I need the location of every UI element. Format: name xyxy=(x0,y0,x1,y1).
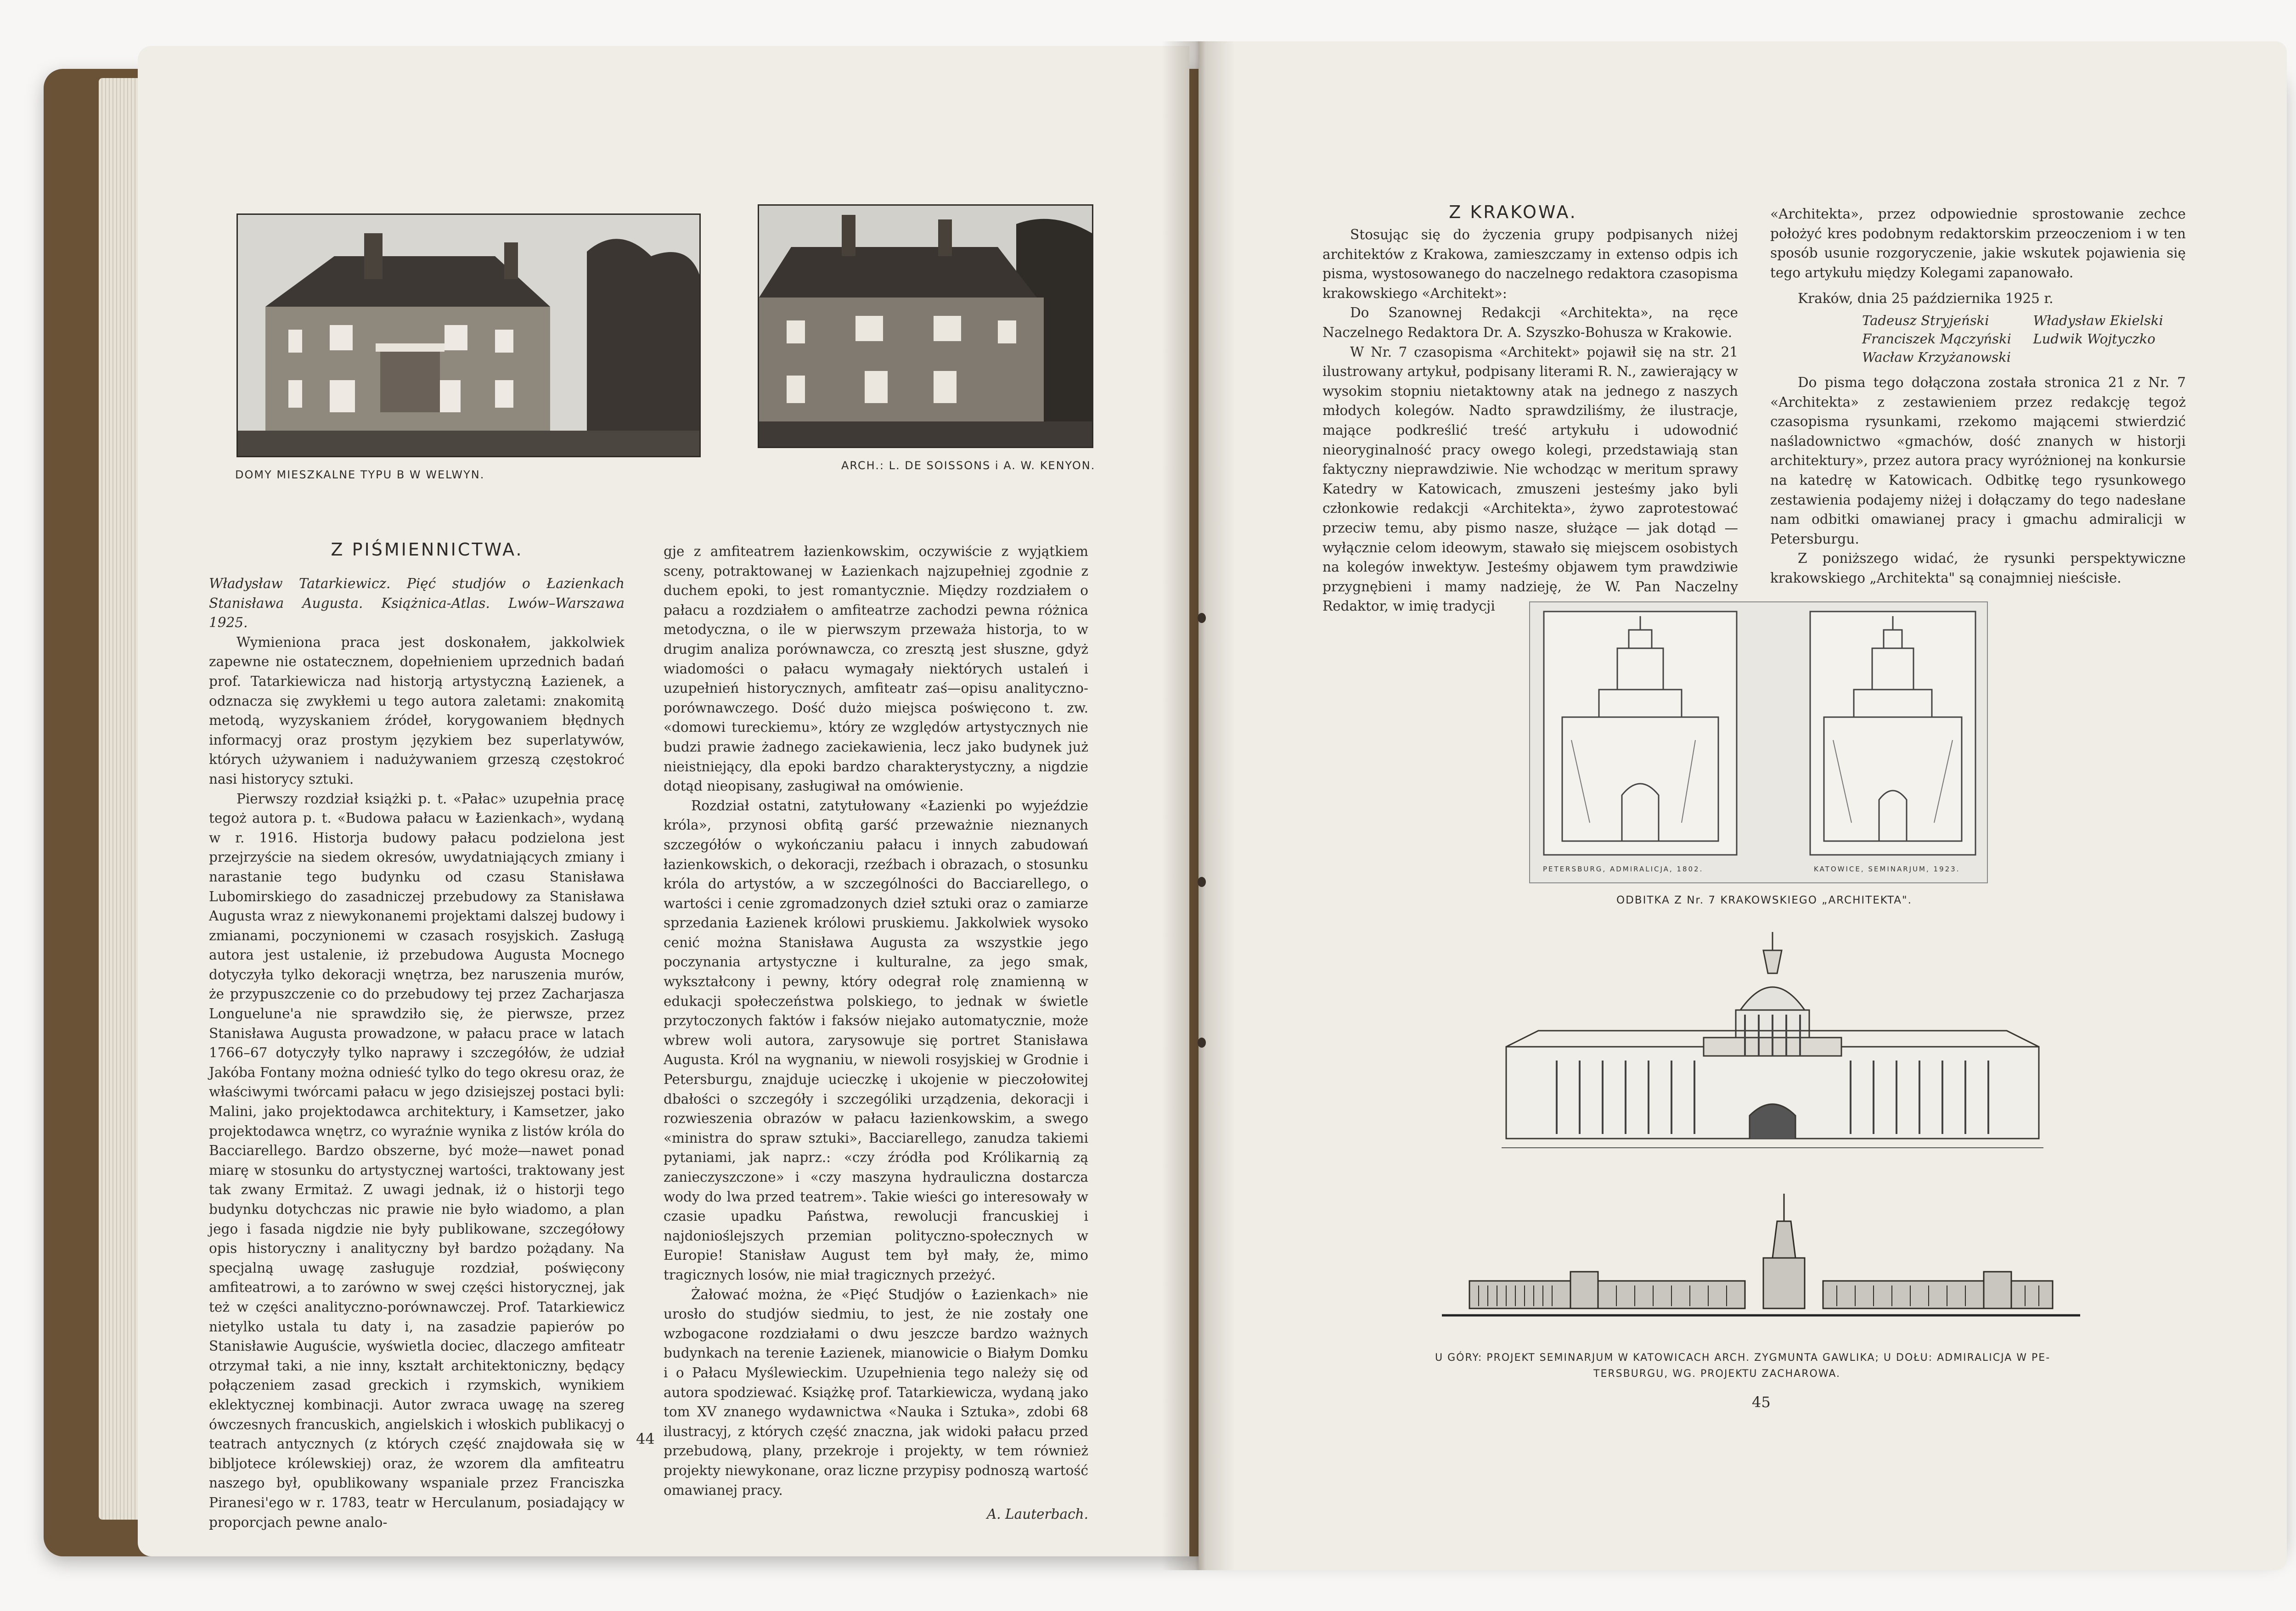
paragraph: Stosując się do życzenia grupy podpisanych niżej architektów z Krakowa, zamieszczamy in extenso odpis ich pisma, wystosowanego do naczelnego redaktora czasopisma krakowskiego «Architekt»: xyxy=(1322,227,1738,301)
photo-welwyn-house-1 xyxy=(236,213,701,457)
book-gutter xyxy=(1162,41,1235,1570)
signatory: Ludwik Wojtyczko xyxy=(2033,331,2155,347)
sketch-caption: ODBITKA Z Nr. 7 KRAKOWSKIEGO „ARCHITEKTA". xyxy=(1616,894,1912,906)
paragraph: Wymieniona praca jest doskonałem, jakkolwiek zapewne nie ostatecznem, dopełnieniem uprzednich badań prof. Tatarkiewicza nad historją artystyczną Łazienek, a odznacza się zwykłemi u tego autora zaletami: znakomitą metodą, wyzyskaniem źródeł, korygowaniem błędnych informacyj oraz prostym językiem bez superlatywów, których używaniem i nadużywaniem grzeszą częstokroć nasi historycy sztuki. xyxy=(209,634,625,787)
photo-caption-right: ARCH.: L. DE SOISSONS i A. W. KENYON. xyxy=(841,459,1096,472)
paragraph: Rozdział ostatni, zatytułowany «Łazienki po wyjeździe króla», przynosi obfitą garść przeważnie nieznanych szczegółów o wykończaniu pałacu i innych zabudowań łazienkowskich, o dekoracji, rzeźbach i obrazach, o stosunku króla do artystów, a w szczególności do Bacciarellego, o wartości i cenie zgromadzonych dzieł sztuki oraz o zamiarze sprzedania Łazienek królowi pruskiemu. Jakkolwiek wysoko cenić można Stanisława Augusta za wszystkie jego poczynania artystyczne i kulturalne, za jego smak, wykształcony i pewny, który odegrał rolę znamienną w edukacji społeczeństwa polskiego, to jednak w świetle przytoczonych faktów i faksów niejako automatycznie, może wbrew woli autora, zarysowuje się portret Stanisława Augusta. Król na wygnaniu, w niewoli rosyjskiej w Grodnie i Petersburgu, znajduje ucieczkę i ukojenie w pieczołowitej dbałości o szczegóły i szczególiki urządzenia, dekoracji i rozwieszenia obrazów w pałacu łazienkowskim, a swego «ministra do spraw sztuki», Bacciarellego, zanudza takiemi pytaniami, jak naprz.: «czy źródła pod Królikarnią zą zanieczyszczone» i «czy maszyna hydrauliczna dostarcza wody do lwa przed teatrem». Takie wieści go interesowały w czasie upadku Państwa, rewolucji francuskiej i najdonioślejszych przemian polityczno-społecznych w Europie! Stanisław August tem był mały, że, mimo tragicznych losów, nie miał tragicznych przeżyć. xyxy=(664,797,1088,1283)
right-column-2 xyxy=(1770,204,2186,588)
photo-caption-left: DOMY MIESZKALNE TYPU B W WELWYN. xyxy=(235,468,485,481)
signatory: Władysław Ekielski xyxy=(2033,312,2163,328)
sketch-label-right: KATOWICE, SEMINARJUM, 1923. xyxy=(1814,865,1960,873)
elevation-caption-line2: TERSBURGU, WG. PROJEKTU ZACHAROWA. xyxy=(1593,1368,1841,1380)
seminary-elevation-drawing xyxy=(1502,932,2043,1166)
paragraph: Z poniższego widać, że rysunki perspektywiczne krakowskiego „Architekta" są conajmniej nieścisłe. xyxy=(1770,550,2186,586)
book-citation: Władysław Tatarkiewicz. Pięć studjów o Łazienkach Stanisława Augusta. Książnica-Atlas. Lwów–Warszawa 1925. xyxy=(209,576,625,631)
section-title-left: Z PIŚMIENNICTWA. xyxy=(331,539,523,560)
elevation-caption-line1: U GÓRY: PROJEKT SEMINARJUM W KATOWICACH ARCH. ZYGMUNTA GAWLIKA; U DOŁU: ADMIRALICJA W PE- xyxy=(1435,1352,2051,1364)
right-column-1 xyxy=(1322,225,1738,616)
signature: A. Lauterbach. xyxy=(986,1506,1088,1522)
page-number-right: 45 xyxy=(1752,1393,1771,1411)
left-column-1 xyxy=(209,574,625,1532)
paragraph: Żałować można, że «Pięć Studjów o Łazienkach» nie urosło do studjów siedmiu, to jest, że nie zostały one wzbogacone rozdziałami o dwu jeszcze bardzo ważnych budynkach na terenie Łazienek, mianowicie o Białym Domku i o Pałacu Myślewieckim. Uzupełnienia tego należy się od autora spodziewać. Książkę prof. Tatarkiewicza, wydaną jako tom XV znanego wydawnictwa «Nauka i Sztuka», zdobi 68 ilustracyj, z których część znaczna, jak widoki pałacu przed przebudową, plany, przekroje i projekty, w tem również projekty niewykonane, oraz liczne przypisy podnoszą wartość omawianej pracy. xyxy=(664,1286,1088,1498)
paragraph: Do Szanownej Redakcji «Architekta», na ręce Naczelnego Redaktora Dr. A. Szyszko-Bohusza w Krakowie. xyxy=(1322,305,1738,340)
photo-welwyn-house-2 xyxy=(758,204,1093,448)
page-number-left: 44 xyxy=(636,1430,655,1448)
signatories xyxy=(1862,311,2186,366)
binding-hole xyxy=(1198,877,1206,887)
sketch-comparison xyxy=(1529,601,1988,883)
signatory: Tadeusz Stryjeński xyxy=(1862,312,1989,328)
signatory: Franciszek Mączyński xyxy=(1862,331,2011,347)
sketch-label-left: PETERSBURG, ADMIRALICJA, 1802. xyxy=(1543,865,1704,873)
paragraph: W Nr. 7 czasopisma «Architekt» pojawił się na str. 21 ilustrowany artykuł, podpisany literami R. N., zawierający w wysokim stopniu nietaktowny atak na jednego z naszych młodych kolegów. Nadto sprawdziliśmy, że ilustracje, mające podkreślić treść artykułu i udowodnić nieoryginalność pracy owego kolegi, przedstawiają stan faktyczny nieprawdziwie. Nie wchodząc w meritum sprawy Katedry w Katowicach, zmuszeni jesteśmy jako byli członkowie redakcji «Architekta», żywo zaprotestować przeciw temu, aby pismo nasze, służące — jak dotąd — wyłącznie celom ideowym, stawało się miejscem osobistych na kolegów inwektyw. Jesteśmy objawem tym prawdziwie przygnębieni i mamy nadzieję, że W. Pan Naczelny Redaktor, w imię tradycji xyxy=(1322,344,1738,614)
admiralty-panorama-drawing xyxy=(1442,1194,2080,1327)
binding-hole xyxy=(1198,613,1206,623)
section-title-right: Z KRAKOWA. xyxy=(1449,202,1577,222)
signatory: Wacław Krzyżanowski xyxy=(1862,349,2011,365)
paragraph: «Architekta», przez odpowiednie sprostowanie zechce położyć kres podobnym redaktorskim przeoczeniom i w ten sposób usunie rozgoryczenie, jakie wskutek pojawienia się tego artykułu między Kolegami zapanowało. xyxy=(1770,206,2186,281)
paragraph: Do pisma tego dołączona została stronica 21 z Nr. 7 «Architekta» z zestawieniem przez redakcję tegoż czasopisma rysunkami, rzekomo mającemi stwierdzić naśladownictwo «gmachów, dość znanych w historji architektury», przez autora pracy wyróżnionej na konkursie na katedrę w Katowicach. Odbitkę tego rysunkowego zestawienia podajemy niżej i dołączamy do tego nadesłane nam odbitki omawianej pracy i gmachu admiralicji w Petersburgu. xyxy=(1770,374,2186,547)
left-column-2 xyxy=(664,542,1088,1524)
paragraph: gje z amfiteatrem łazienkowskim, oczywiście z wyjątkiem sceny, potraktowanej w Łazienkach najzupełniej zgodnie z duchem epoki, to jest romantycznie. Między rozdziałem o pałacu a rozdziałem o amfiteatrze zachodzi pewna różnica metodyczna, o ile w pierwszym przeważa historja, to w drugim analiza porównawcza, co zresztą jest słuszne, gdyż wiadomości o pałacu wymagały niektórych ustaleń i uzupełnień historycznych, amfiteatr zaś—opisu analityczno-porównawczego. Dość dużo miejsca poświęcono t. zw. «domowi tureckiemu», który ze względów artystycznych nie budzi prawie żadnego zaciekawienia, lecz jako budynek już nieistniejący, dla epoki bardzo charakterystyczny, a nigdzie dotąd nieopisany, zasługiwał na omówienie. xyxy=(664,544,1088,794)
date-line: Kraków, dnia 25 października 1925 r. xyxy=(1798,291,2054,307)
binding-hole xyxy=(1198,1038,1206,1048)
page-edges xyxy=(99,78,140,1520)
paragraph: Pierwszy rozdział książki p. t. «Pałac» uzupełnia pracę tegoż autora p. t. «Budowa pałacu w Łazienkach», wydaną w r. 1916. Historja budowy pałacu podzielona jest przejrzyście na siedem okresów, uwydatniających zmiany i narastanie tego budynku od czasu Stanisława Lubomirskiego do zasadniczej przebudowy za Stanisława Augusta wraz z niewykonanemi projektami dalszej budowy i zmianami, poczynionemi w czasach rosyjskich. Zasługą autora jest ustalenie, iż przebudowa Augusta Mocnego dotyczyła tylko dekoracji wnętrza, bez naruszenia murów, że przypuszczenie co do przebudowy tej przez Zacharjasza Longuelune'a nie sprawdziło się, że pierwsze, przez Stanisława Augusta prowadzone, w pałacu prace w latach 1766–67 dotyczyły tylko naprawy i szczegółów, że udział Jakóba Fontany można odnieść tylko do tego okresu oraz, że właściwymi twórcami pałacu w jego dzisiejszej postaci byli: Malini, jako projektodawca architektury, i Kamsetzer, jako projektodawca wnętrz, co wyraźnie wynika z listów króla do Bacciarellego. Bardzo obszerne, być może—nawet ponad miarę w stosunku do artystycznej wartości, traktowany jest tak zwany Ermitaż. Z uwagi jednak, iż o historji tego budynku dotychczas nic prawie nie było wiadomo, a plan jego i fasada nigdzie nie były publikowane, szczegółowy opis historyczny i analityczny był bardzo pożądany. Na specjalną uwagę zasługuje rozdział, poświęcony amfiteatrowi, a to zarówno w swej części historycznej, jak też w części analityczno-porównawczej. Prof. Tatarkiewicz nietylko ustala tu daty i, na zasadzie papierów po Stanisławie Auguście, wyświetla dociec, dlaczego amfiteatr otrzymał taki, a nie inny, kształt architektoniczny, będący połączeniem zasad greckich i rzymskich, wynikiem eklektycznej kombinacji. Autor zwraca uwagę na szereg ówczesnych francuskich, angielskich i włoskich publikacyj o teatrach antycznych (z których część znajdowała się w bibljotece królewskiej) oraz, że wzorem dla amfiteatru naszego był, opublikowany wspaniale przez Franciszka Piranesi'ego w r. 1783, teatr w Herculanum, posiadający w proporcjach pewne analo- xyxy=(209,791,625,1530)
